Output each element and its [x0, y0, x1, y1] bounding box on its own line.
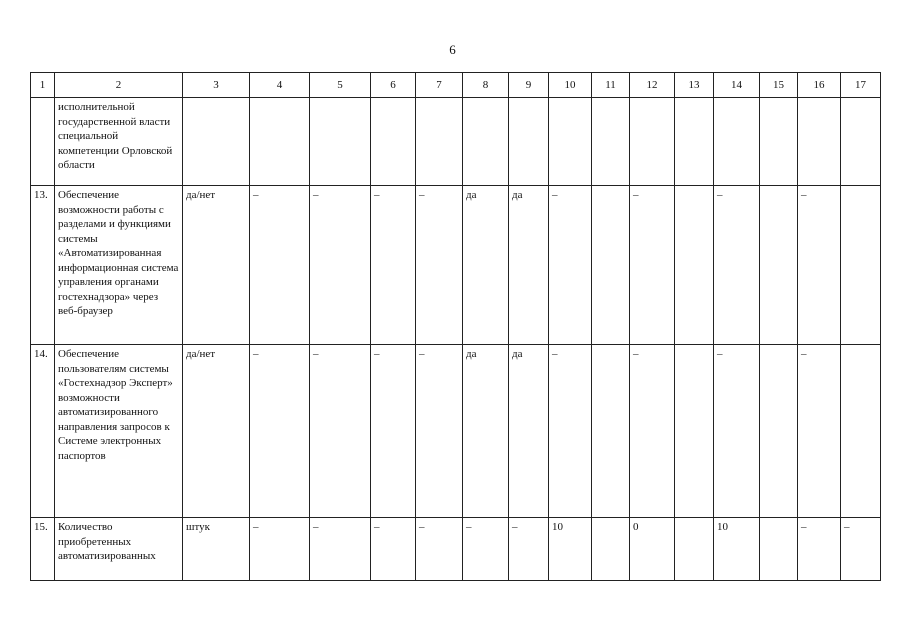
value-cell: –: [416, 186, 463, 345]
value-cell: [675, 186, 714, 345]
value-cell: –: [310, 518, 371, 581]
page-number: 6: [449, 42, 456, 57]
value-cell: –: [714, 345, 760, 518]
header-cell: 2: [55, 73, 183, 98]
value-cell: [760, 186, 798, 345]
table-row: [31, 345, 881, 518]
value-cell: [841, 98, 881, 186]
value-cell: да: [509, 345, 549, 518]
value-cell: –: [416, 518, 463, 581]
value-cell: 10: [714, 518, 760, 581]
value-cell: [549, 98, 592, 186]
value-cell: 10: [549, 518, 592, 581]
value-cell: –: [250, 518, 310, 581]
unit-cell: штук: [183, 518, 250, 581]
header-cell: 14: [714, 73, 760, 98]
header-cell: 8: [463, 73, 509, 98]
header-cell: 6: [371, 73, 416, 98]
value-cell: да: [509, 186, 549, 345]
value-cell: [509, 98, 549, 186]
header-cell: 9: [509, 73, 549, 98]
value-cell: [592, 98, 630, 186]
value-cell: [841, 345, 881, 518]
value-cell: –: [463, 518, 509, 581]
value-cell: –: [798, 186, 841, 345]
header-cell: 11: [592, 73, 630, 98]
table-row: [31, 98, 881, 186]
indicator-name: Количество приобретенных автоматизированных: [55, 518, 183, 581]
header-cell: 13: [675, 73, 714, 98]
header-cell: 1: [31, 73, 55, 98]
value-cell: –: [250, 345, 310, 518]
value-cell: –: [371, 186, 416, 345]
value-cell: [310, 98, 371, 186]
table-row: [31, 186, 881, 345]
value-cell: –: [630, 186, 675, 345]
value-cell: [592, 186, 630, 345]
value-cell: [760, 98, 798, 186]
row-number: [31, 98, 55, 186]
value-cell: [675, 518, 714, 581]
value-cell: [416, 98, 463, 186]
value-cell: [592, 345, 630, 518]
value-cell: [371, 98, 416, 186]
value-cell: [714, 98, 760, 186]
header-cell: 10: [549, 73, 592, 98]
value-cell: –: [798, 345, 841, 518]
header-cell: 17: [841, 73, 881, 98]
header-cell: 5: [310, 73, 371, 98]
header-cell: 16: [798, 73, 841, 98]
value-cell: –: [714, 186, 760, 345]
header-row: [31, 73, 881, 98]
header-cell: 15: [760, 73, 798, 98]
value-cell: –: [371, 345, 416, 518]
value-cell: [250, 98, 310, 186]
unit-cell: [183, 98, 250, 186]
indicator-name: Обеспечение пользователям системы «Гостехнадзор Эксперт» возможности автоматизированного направления запросов к Системе электронных паспортов: [55, 345, 183, 518]
value-cell: [630, 98, 675, 186]
value-cell: –: [250, 186, 310, 345]
value-cell: 0: [630, 518, 675, 581]
unit-cell: да/нет: [183, 345, 250, 518]
header-cell: 12: [630, 73, 675, 98]
indicator-name: Обеспечение возможности работы с разделами и функциями системы «Автоматизированная информационная система управления органами гостехнадзора» через веб-браузер: [55, 186, 183, 345]
value-cell: –: [371, 518, 416, 581]
value-cell: [760, 345, 798, 518]
value-cell: –: [509, 518, 549, 581]
value-cell: –: [549, 186, 592, 345]
value-cell: да: [463, 186, 509, 345]
indicator-name: исполнительной государственной власти специальной компетенции Орловской области: [55, 98, 183, 186]
value-cell: –: [549, 345, 592, 518]
value-cell: –: [841, 518, 881, 581]
value-cell: –: [630, 345, 675, 518]
table-row: [31, 518, 881, 581]
value-cell: [841, 186, 881, 345]
value-cell: –: [416, 345, 463, 518]
value-cell: [463, 98, 509, 186]
value-cell: –: [310, 345, 371, 518]
value-cell: [798, 98, 841, 186]
value-cell: [760, 518, 798, 581]
row-number: 13.: [31, 186, 55, 345]
value-cell: –: [310, 186, 371, 345]
row-number: 14.: [31, 345, 55, 518]
header-cell: 3: [183, 73, 250, 98]
value-cell: [675, 98, 714, 186]
row-number: 15.: [31, 518, 55, 581]
header-cell: 7: [416, 73, 463, 98]
value-cell: [675, 345, 714, 518]
indicators-table: [30, 72, 881, 581]
value-cell: да: [463, 345, 509, 518]
header-cell: 4: [250, 73, 310, 98]
value-cell: [592, 518, 630, 581]
unit-cell: да/нет: [183, 186, 250, 345]
value-cell: –: [798, 518, 841, 581]
